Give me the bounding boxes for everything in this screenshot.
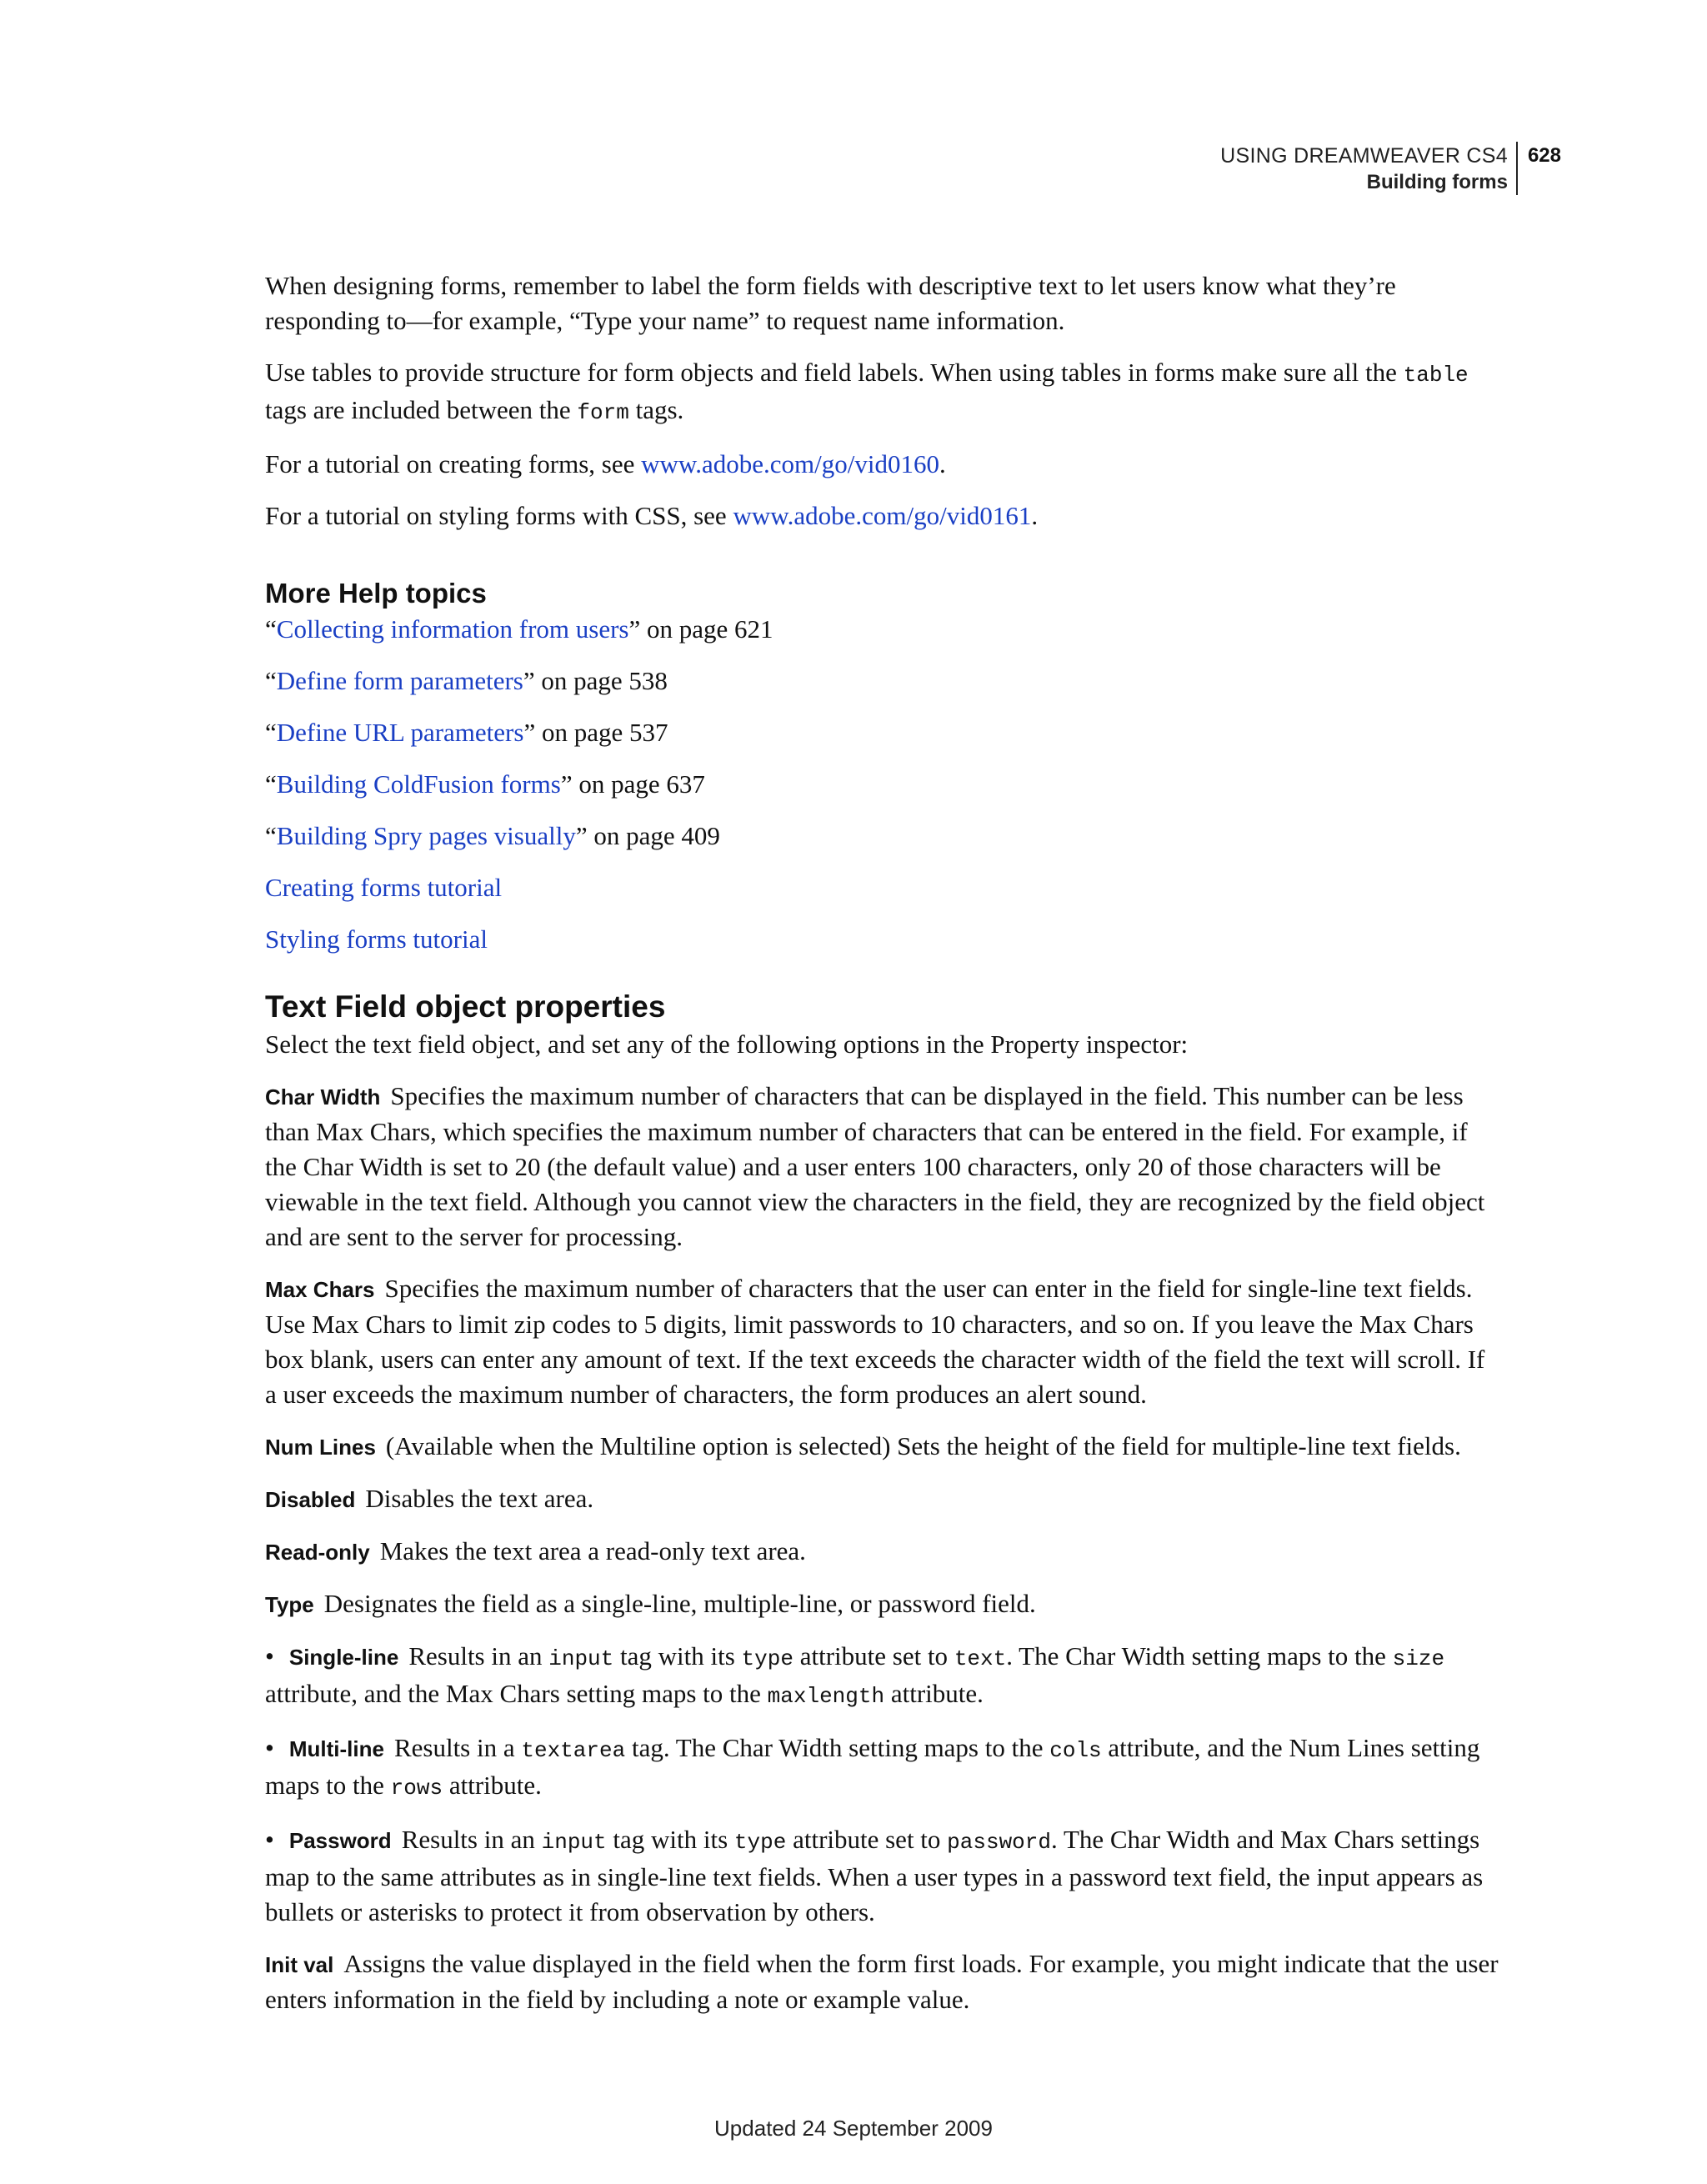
property-disabled: Disabled Disables the text area.: [265, 1484, 594, 1513]
code-table: table: [1403, 363, 1469, 388]
running-header: [1220, 142, 1518, 195]
chapter-title: Building forms: [1366, 171, 1508, 193]
page-number: 628: [1527, 144, 1561, 167]
term-init-val: Init val: [265, 1952, 334, 1977]
term-read-only: Read-only: [265, 1540, 370, 1565]
term-char-width: Char Width: [265, 1084, 381, 1110]
intro-paragraph-tutorial-styling: For a tutorial on styling forms with CSS, see www.adobe.com/go/vid0161.: [265, 501, 1039, 530]
book-title: USING DREAMWEAVER CS4: [1220, 144, 1508, 168]
help-item-spry-pages: “Building Spry pages visually” on page 409: [265, 821, 720, 850]
bullet-icon: •: [265, 1641, 274, 1671]
term-multi-line: Multi-line: [288, 1736, 384, 1761]
bullet-password: • Password Results in an input tag with its type attribute set to password. The Char Width and Max Chars settings map to the same attributes as in single-line text fields. When a user types in a password text field, the input appears as bullets or asterisks to protect it from observation by others.: [265, 1825, 1484, 1926]
section-intro: Select the text field object, and set any of the following options in the Property inspector:: [265, 1029, 1189, 1059]
page-header: [1220, 142, 1561, 195]
bullet-icon: •: [265, 1733, 274, 1762]
property-read-only: Read-only Makes the text area a read-only text area.: [265, 1536, 806, 1565]
property-type: Type Designates the field as a single-line, multiple-line, or password field.: [265, 1589, 1036, 1618]
term-disabled: Disabled: [265, 1487, 356, 1512]
section-heading: Text Field object properties: [265, 989, 666, 1024]
term-password: Password: [288, 1828, 392, 1853]
property-char-width: Char Width Specifies the maximum number of characters that can be displayed in the field. This number can be less than Max Chars, which specifies the maximum number of characters that can be entered in the field. For example, if the Char Width is set to 20 (the default value) and a user enters 100 characters, only 20 of those characters will be viewable in the text field. Although you cannot view the characters in the field, they are recognized by the field object and are sent to the server for processing.: [265, 1081, 1485, 1251]
bullet-icon: •: [265, 1825, 274, 1854]
help-link-coldfusion-forms[interactable]: Building ColdFusion forms: [276, 769, 561, 799]
term-single-line: Single-line: [288, 1645, 399, 1670]
term-num-lines: Num Lines: [265, 1435, 376, 1460]
property-max-chars: Max Chars Specifies the maximum number of characters that the user can enter in the field for single-line text fields. Use Max Chars to limit zip codes to 5 digits, limit passwords to 10 characters, and so on. If you leave the Max Chars box blank, users can enter any amount of text. If the text exceeds the character width of the field the text will scroll. If a user exceeds the maximum number of characters, the form produces an alert sound.: [265, 1274, 1485, 1409]
help-link-collecting-information[interactable]: Collecting information from users: [276, 614, 629, 644]
property-num-lines: Num Lines (Available when the Multiline option is selected) Sets the height of the field for multiple-line text fields.: [265, 1431, 1461, 1460]
help-item-creating-forms-tutorial: [265, 870, 1499, 905]
help-link-spry-pages[interactable]: Building Spry pages visually: [276, 821, 576, 850]
more-help-list: [265, 612, 1499, 957]
help-link-creating-forms-tutorial[interactable]: Creating forms tutorial: [265, 873, 503, 902]
help-item-define-form-parameters: “Define form parameters” on page 538: [265, 666, 668, 695]
help-link-define-form-parameters[interactable]: Define form parameters: [276, 666, 523, 695]
intro-paragraph-tutorial-creating: For a tutorial on creating forms, see www.adobe.com/go/vid0160.: [265, 449, 946, 478]
term-type: Type: [265, 1592, 314, 1617]
bullet-multi-line: • Multi-line Results in a textarea tag. The Char Width setting maps to the cols attribute, and the Num Lines setting maps to the rows attribute.: [265, 1733, 1480, 1801]
footer-updated-date: Updated 24 September 2009: [714, 2116, 993, 2141]
link-vid0160[interactable]: www.adobe.com/go/vid0160: [641, 449, 939, 478]
help-link-define-url-parameters[interactable]: Define URL parameters: [276, 718, 524, 747]
help-link-styling-forms-tutorial[interactable]: Styling forms tutorial: [265, 924, 488, 954]
link-vid0161[interactable]: www.adobe.com/go/vid0161: [733, 501, 1032, 530]
intro-paragraph-tables: Use tables to provide structure for form objects and field labels. When using tables in forms make sure all the table tags are included between the form tags.: [265, 358, 1469, 425]
code-form: form: [577, 400, 629, 425]
help-item-define-url-parameters: “Define URL parameters” on page 537: [265, 718, 668, 747]
help-item-styling-forms-tutorial: [265, 922, 1499, 957]
intro-paragraph-labels: When designing forms, remember to label the form fields with descriptive text to let users know what they’re responding to—for example, “Type your name” to request name information.: [265, 271, 1396, 335]
page-content: [265, 268, 1499, 2034]
help-item-collecting-information: “Collecting information from users” on page 621: [265, 614, 773, 644]
bullet-single-line: • Single-line Results in an input tag with its type attribute set to text. The Char Width setting maps to the size attribute, and the Max Chars setting maps to the maxlength attribute.: [265, 1641, 1445, 1709]
help-item-coldfusion-forms: “Building ColdFusion forms” on page 637: [265, 769, 705, 799]
property-init-val: Init val Assigns the value displayed in the field when the form first loads. For example, you might indicate that the user enters information in the field by including a note or example value.: [265, 1949, 1499, 2014]
term-max-chars: Max Chars: [265, 1277, 375, 1302]
more-help-heading: More Help topics: [265, 578, 487, 609]
